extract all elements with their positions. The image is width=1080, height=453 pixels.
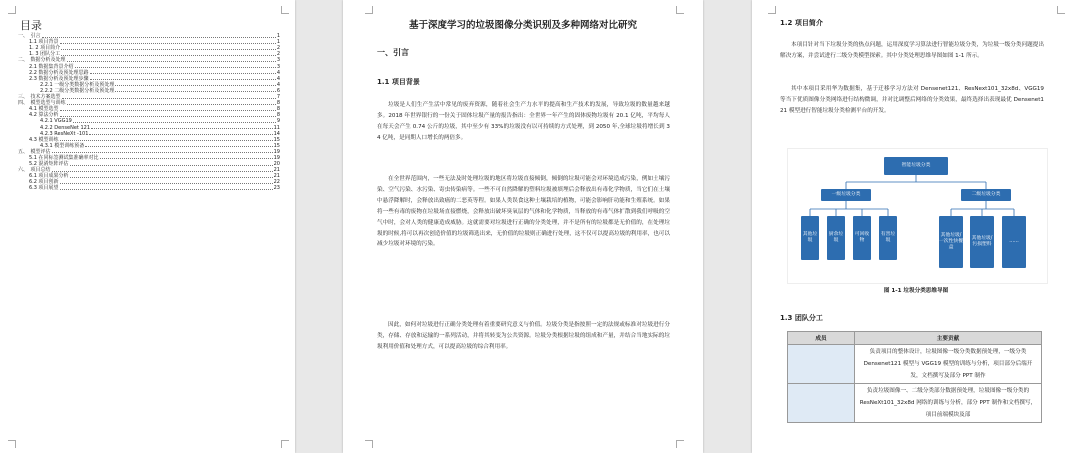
crop-mark — [8, 6, 16, 14]
toc-entry-page: 15 — [273, 142, 280, 149]
toc-entry-page: 21 — [273, 173, 280, 180]
toc-entry-page: 3 — [276, 63, 280, 70]
toc-leader-dots — [73, 122, 276, 123]
table-cell-contribution: 负责项目的整体设计，垃圾图像一级分类数据预处理，一级分类 Densenet121 模型与 VGG19 模型的训练与分析，项目部分后端开发，文档撰写及部分 PPT 制作 — [855, 345, 1042, 384]
toc-entry-page: 7 — [276, 94, 280, 101]
toc-entry-page: 20 — [273, 161, 280, 168]
toc-entry-page: 14 — [273, 130, 280, 137]
toc-leader-dots — [115, 91, 275, 92]
toc-entry-label: 4.3 模型训练 — [29, 136, 59, 143]
paragraph: 垃圾是人们生产生活中常见的废弃资源，随着社会生产力水平的提高和生产技术的发展，导致垃圾的数量越来越多。2018 年世界银行的一份关于固体垃圾产量的报告指出：全世界一年产生的固体废物垃圾有 20.1 亿吨，平均每人在每天会产生 0.74 公斤的垃圾，其中至少有 33%的垃圾没有以可持续的方式处理，到 2050 年,全球垃圾将增长到 34 亿吨，是同期人口增长的两倍多。 — [377, 102, 670, 141]
toc-leader-dots — [90, 79, 276, 80]
toc-entry-label: 6.1 项目成果分析 — [29, 173, 69, 180]
toc-leader-dots — [75, 67, 276, 68]
table-row — [788, 345, 1042, 384]
mind-map-leaf: 其他垃圾/一次性快餐盒 — [939, 216, 963, 268]
toc-entry-page: 15 — [273, 136, 280, 143]
table-cell-member — [788, 345, 855, 384]
crop-mark — [1057, 6, 1065, 14]
document-page-intro — [343, 0, 703, 453]
mind-map-leaf: …… — [1002, 216, 1026, 268]
toc-entry-page: 9 — [276, 118, 280, 125]
toc-entry-page: 3 — [276, 57, 280, 64]
toc-entry-label: 二、 数据分析及处理 — [18, 57, 66, 64]
crop-mark — [365, 6, 373, 14]
toc-entry-label: 1. 3 团队分工 — [29, 51, 61, 58]
toc-entry-label: 6.3 项目展望 — [29, 185, 59, 192]
table-header-row — [788, 332, 1042, 345]
subsection-heading: 1.2 项目简介 — [780, 19, 823, 27]
mind-map-leaf: 其他垃圾 — [801, 216, 819, 260]
paragraph: 在全世界范围内，一些无法及时处理垃圾的地区将垃圾直接倾倒，倾倒的垃圾可能会对环境造成污染，例如土壤污染、空气污染、水污染、寄虫传染病等。一些不可自然降解的塑料垃圾被填埋后会释放出有毒化学物质，当它们在土壤中悬浮降解时，会释放出致癌的二恶英等程。如果人类误食这种土壤栽培的植物，可能会影响肝功能和生殖系统。如果将一些有毒的废物在垃圾场直接燃烧，会释放出破坏臭氧层的气体和化学物质，当释放的有毒气体扩散到我们呼吸的空气中时，会对人类的健康造成威胁。这就需要对垃圾进行正确的分类处理，并不是所有的垃圾都是无价值的，在处理垃圾的时候,将可以再次创造价值的垃圾筛选出来，无价值的垃圾则正确进行处理，这不仅可以提高垃圾的利用率，也可以减少垃圾对环境的污染。 — [377, 176, 670, 248]
toc-title: 目录 — [20, 19, 42, 32]
toc-leader-dots — [70, 165, 273, 166]
toc-entry-label: 5.1 在同标签测试集准确率对比 — [29, 154, 99, 161]
paragraph: 其中本项目采用华为数据集，基于迁移学习方法对 Densenet121、ResNext101_32x8d、VGG19 等当下优质图像分类网络进行结构微调，并对比调整后网络的分类效果，最终选择出表现最优 Densenet121 模型进行智能垃圾分类检测平台的开发。 — [780, 86, 1044, 114]
crop-mark — [676, 6, 684, 14]
toc-entry-label: 2.1 数据集背景介绍 — [29, 63, 74, 70]
subsection-heading: 1.3 团队分工 — [780, 314, 823, 322]
toc-entry-page: 23 — [273, 185, 280, 192]
toc-page — [0, 0, 295, 453]
toc-leader-dots — [91, 128, 273, 129]
toc-entry-label: 2.3 数据分析及预处理步骤 — [29, 75, 89, 82]
toc-entry-page: 22 — [273, 179, 280, 186]
mind-map-leaf: 有害垃圾 — [879, 216, 897, 260]
toc-leader-dots — [60, 110, 276, 111]
toc-entry-page: 1 — [276, 39, 280, 46]
crop-mark — [768, 6, 776, 14]
toc-entry-page: 8 — [276, 100, 280, 107]
toc-leader-dots — [115, 85, 275, 86]
toc-entry[interactable] — [18, 185, 280, 191]
toc-entry-label: 三、 技术方案选型 — [18, 94, 61, 101]
toc-entry-page: 4 — [276, 81, 280, 88]
toc-leader-dots — [60, 43, 276, 44]
toc-entry-page: 2 — [276, 45, 280, 52]
toc-entry-label: 1. 2 项目简介 — [29, 45, 61, 52]
toc-entry-label: 五、 模型评估 — [18, 148, 51, 155]
toc-entry-label: 一、 引言 — [18, 33, 41, 40]
toc-leader-dots — [67, 104, 276, 105]
toc-entry-label: 4.2.3 ResNeXt -101 — [40, 130, 89, 137]
toc-leader-dots — [52, 171, 273, 172]
mind-map-level1: 一级垃圾分类 — [821, 189, 871, 201]
figure-caption: 图 1-1 垃圾分类思维导图 — [883, 288, 949, 294]
toc-entry-page: 6 — [276, 87, 280, 94]
toc-entry-label: 6.2 项目创新 — [29, 179, 59, 186]
crop-mark — [281, 440, 289, 448]
toc-entry-page: 19 — [273, 154, 280, 161]
toc-entry-label: 2.2.1 一级分类数据分析及预处理 — [40, 81, 115, 88]
toc-entry-page: 1 — [276, 33, 280, 40]
toc-entry-page: 4 — [276, 75, 280, 82]
mind-map-root: 智能垃圾分类 — [884, 157, 948, 175]
toc-leader-dots — [52, 152, 273, 153]
toc-leader-dots — [61, 55, 276, 56]
toc-leader-dots — [100, 158, 273, 159]
toc-leader-dots — [61, 49, 276, 50]
toc-leader-dots — [70, 177, 273, 178]
toc-entry-label: 4.1 模型选型 — [29, 106, 59, 113]
toc-entry-label: 1.1 项目背景 — [29, 39, 59, 46]
toc-entry-label: 4.2.1 VGG19 — [40, 118, 72, 125]
toc-leader-dots — [90, 73, 276, 74]
toc-entry-label: 六、 项目总结 — [18, 167, 51, 174]
toc-entry-label: 2.2 数据分析及预处理思路 — [29, 69, 89, 76]
toc-leader-dots — [60, 189, 273, 190]
paragraph: 本项目针对当下垃圾分类的热点问题，运用深度学习算法进行智能垃圾分类，为垃圾一级分类问题提出解决方案，并尝试进行二级分类模型探索。其中分类处理思维导图如图 1-1 所示。 — [780, 42, 1044, 59]
crop-mark — [676, 440, 684, 448]
toc-leader-dots — [89, 134, 272, 135]
team-table — [787, 331, 1042, 423]
toc-leader-dots — [85, 146, 272, 147]
mind-map-leaf: 其他垃圾/污损塑料 — [970, 216, 994, 268]
toc-entry-page: 21 — [273, 167, 280, 174]
paragraph: 因此，如何对垃圾进行正确分类处理有着重要研究意义与价值。垃圾分类是指按照一定的法规或标准对垃圾进行分类，存储、存放和运输的一系列活动，并将其转变为公共资源。垃圾分类根据垃圾的组成和产量，并结合当地实际的垃圾利用价值和处理方式，可以提高垃圾的综合利用率。 — [377, 322, 670, 350]
toc-entry-label: 5.2 混淆矩阵评估 — [29, 161, 69, 168]
toc-entry-page: 11 — [273, 124, 280, 131]
toc-entry-label: 4.3.1 模型训练预备 — [40, 142, 85, 149]
toc-leader-dots — [60, 116, 276, 117]
crop-mark — [281, 6, 289, 14]
document-title: 基于深度学习的垃圾图像分类识别及多种网络对比研究 — [408, 20, 637, 31]
section-heading: 一、引言 — [377, 48, 409, 57]
toc-entry-label: 2.2.2 二级分类数据分析及预处理 — [40, 87, 115, 94]
toc-list — [18, 33, 280, 191]
table-cell-contribution: 负责垃圾图像一、二级分类部分数据预处理，垃圾图像一级分类的 ResNeXt101_32x8d 网络的训练与分析，部分 PPT 制作和文档撰写，项目前端模块及部 — [855, 384, 1042, 423]
document-page-overview — [752, 0, 1080, 453]
table-row — [788, 384, 1042, 423]
mind-map-leaf: 可回收物 — [853, 216, 871, 260]
toc-entry-label: 4.2 算法分析 — [29, 112, 59, 119]
mind-map-leaf: 厨余垃圾 — [827, 216, 845, 260]
mind-map-figure — [787, 148, 1048, 284]
toc-leader-dots — [62, 98, 276, 99]
table-header: 主要贡献 — [855, 332, 1042, 345]
toc-leader-dots — [42, 37, 276, 38]
toc-leader-dots — [60, 183, 273, 184]
toc-entry-page: 8 — [276, 106, 280, 113]
toc-leader-dots — [67, 61, 276, 62]
crop-mark — [365, 440, 373, 448]
toc-entry-label: 四、 模型选型与训练 — [18, 100, 66, 107]
toc-entry-page: 8 — [276, 112, 280, 119]
table-header: 成员 — [788, 332, 855, 345]
table-cell-member — [788, 384, 855, 423]
toc-entry-page: 19 — [273, 148, 280, 155]
toc-leader-dots — [60, 140, 273, 141]
toc-entry-label: 4.2.2 DenseNet 121 — [40, 124, 90, 131]
subsection-heading: 1.1 项目背景 — [377, 78, 420, 86]
toc-entry-page: 2 — [276, 51, 280, 58]
mind-map-level1: 二级垃圾分类 — [961, 189, 1011, 201]
toc-entry-page: 4 — [276, 69, 280, 76]
crop-mark — [8, 440, 16, 448]
